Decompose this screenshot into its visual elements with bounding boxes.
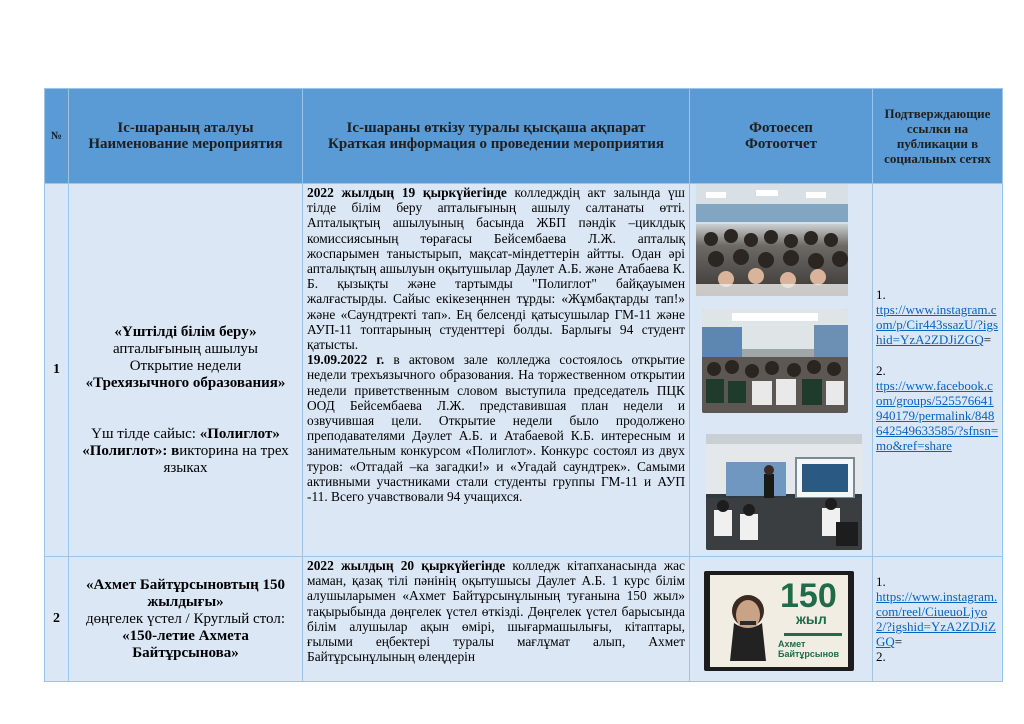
poster-years: жыл bbox=[796, 611, 827, 627]
link-number-1: 1. bbox=[876, 574, 886, 589]
header-links: Подтверждающие ссылки на публикации в социальных сетях bbox=[873, 89, 1003, 184]
event-title-ru: «150-летие Ахмета Байтұрсынова» bbox=[122, 627, 249, 661]
header-event-info bbox=[303, 89, 690, 184]
classroom-photo-graphic bbox=[702, 309, 848, 413]
event-photo-audience bbox=[696, 184, 848, 296]
event-title-kz: «Ахмет Байтұрсыновтың 150 жылдығы» bbox=[86, 576, 285, 610]
event-date-kz: 2022 жылдың 20 қыркүйегінде bbox=[307, 558, 506, 573]
event-title-ru: «Трехязычного образования» bbox=[85, 374, 286, 391]
link-tail: = bbox=[894, 634, 903, 649]
poster-name: Ахмет Байтұрсынов bbox=[778, 639, 840, 659]
link-tail: = bbox=[983, 332, 992, 347]
photo-report-cell bbox=[690, 184, 873, 557]
header-row bbox=[45, 89, 1003, 184]
links-cell bbox=[873, 184, 1003, 557]
header-photo-ru: Фотоотчет bbox=[744, 136, 817, 152]
event-photo-poster bbox=[704, 571, 854, 671]
audience-photo-graphic bbox=[696, 184, 848, 296]
link-number-2: 2. bbox=[876, 649, 886, 664]
table-row bbox=[45, 557, 1003, 682]
presentation-photo-graphic bbox=[706, 434, 862, 550]
header-event-name-ru: Наименование мероприятия bbox=[88, 136, 283, 152]
event-photo-presentation bbox=[706, 434, 862, 550]
event-name-cell bbox=[69, 557, 303, 682]
event-date-kz: 2022 жылдың 19 қыркүйегінде bbox=[307, 185, 507, 200]
event-description-kz: колледж кітапханасында жас маман, қазақ тілі пәнінің оқытушысы Даулет А.Б. 1 курс білім алушыларымен «Ахмет Байтұрсынұлының туғанына 150 жыл» тақырыбында дөңгелек үстел өткізді. Дөңгелек үстел барысында білім алушылар ақын өмірі, шығармашылығы, кітаптары, ғылыми еңбектері туралы мағлұмат алып, Ахмет Байтұрсынұлының өлеңдерін bbox=[307, 558, 685, 665]
event-date-ru: 19.09.2022 г. bbox=[307, 352, 385, 368]
header-event-name-kz: Іс-шараның аталуы bbox=[117, 120, 254, 136]
event-photo-classroom bbox=[702, 309, 848, 413]
event-info-cell bbox=[303, 184, 690, 557]
header-number: № bbox=[45, 89, 69, 184]
header-event-info-ru: Краткая информация о проведении мероприятия bbox=[328, 136, 664, 152]
header-event-name bbox=[69, 89, 303, 184]
header-photo-kz: Фотоесеп bbox=[749, 120, 813, 136]
link-number-2: 2. bbox=[876, 363, 886, 378]
event-info-cell bbox=[303, 557, 690, 682]
links-cell bbox=[873, 557, 1003, 682]
row-number: 1 bbox=[45, 184, 69, 557]
instagram-link[interactable]: ttps://www.instagram.com/p/Cir443ssazU/?igshid=YzA2ZDJiZGQ bbox=[876, 302, 999, 347]
link-number-1: 1. bbox=[876, 287, 886, 302]
event-description-ru: в актовом зале колледжа состоялось открытие недели трехъязычного образования. На торжественном открытии недели приветственным словом выступила председатель ПЦК ООД Бейсембаева Л.Ж. представившая план недели и озвучившая цели. Открытие недели было продолжено преподавателями Дәулет А.Б. и Атабаевой К.Б. интересным и занимательным конкурсом «Полиглот». Конкурс состоял из двух туров: «Отгадай –ка загадки!» и «Угадай саундтрек». Самыми активными участниками стали студенты группы ГМ-11 и АУП -11. Всего учавствовали 94 учащихся. bbox=[307, 352, 686, 505]
event-name-cell bbox=[69, 184, 303, 557]
photo-report-cell bbox=[690, 557, 873, 682]
event-title-kz: «Үштілді білім беру» bbox=[114, 323, 257, 340]
event-description-kz: колледждің акт залында үш тілде білім беру апталығының ашылу салтанаты өтті. Апталықтың ашылуының басында ЖБП пәндік –циклдық комиссиясының төрағасы Бейсембаева Л.Ж. апталық жоспарымен таныстырып, мақсат-міндеттерін айтты. Одан әрі апталықтың ашылуын оқытушылар Даулет А.Б. және Атабаева К. Б. қызықты және тартымды "Полиглот" байқауымен жалғастырды. Сайыс екікезеңннен тұрды: «Жұмбақтарды тап!» және «Саундтректі тап». Ең белсенді қатысушылар ГМ-11 және АУП-11 топтарының студенттері болды. Барлығы 94 студент қатысты. bbox=[307, 185, 685, 353]
instagram-link[interactable]: https://www.instagram.com/reel/CiueuoLjyo2/?igshid=YzA2ZDJiZGQ bbox=[876, 589, 998, 649]
events-table bbox=[44, 88, 1003, 682]
poster-number: 150 bbox=[780, 577, 837, 615]
quiz-label-kz: Үш тілде сайыс: bbox=[91, 425, 200, 442]
quiz-desc-ru: икторина на трех языках bbox=[163, 442, 289, 476]
event-subtitle: дөңгелек үстел / Круглый стол: bbox=[86, 610, 285, 627]
quiz-title-ru: «Полиглот»: в bbox=[82, 442, 180, 459]
row-number: 2 bbox=[45, 557, 69, 682]
header-event-info-kz: Іс-шараны өткізу туралы қысқаша ақпарат bbox=[346, 120, 646, 136]
table-row bbox=[45, 184, 1003, 557]
facebook-link[interactable]: ttps://www.facebook.com/groups/525576641940179/permalink/848642549633585/?sfnsn=mo&ref=share bbox=[876, 378, 999, 453]
header-photo-report bbox=[690, 89, 873, 184]
quiz-title-kz: «Полиглот» bbox=[199, 425, 280, 442]
event-subtitle-kz: апталығының ашылуы bbox=[112, 340, 259, 357]
event-subtitle-ru: Открытие недели bbox=[129, 357, 242, 374]
